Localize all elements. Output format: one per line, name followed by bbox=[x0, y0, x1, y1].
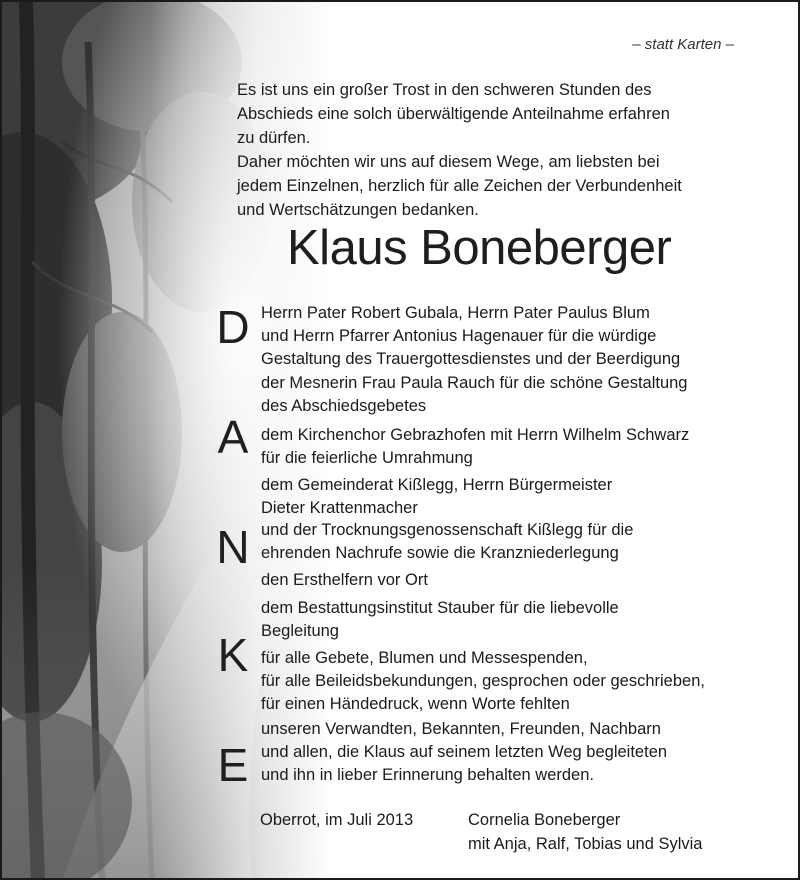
danke-letter-e: E bbox=[217, 739, 249, 791]
subtitle-statt-karten: – statt Karten – bbox=[632, 36, 734, 53]
thanks-item-first-aid: den Ersthelfern vor Ort bbox=[261, 571, 428, 589]
deceased-name: Klaus Boneberger bbox=[287, 221, 672, 275]
thanks-item-council: dem Gemeinderat Kißlegg, Herrn Bürgermeister Dieter Krattenmacher bbox=[261, 476, 613, 517]
thanks-item-cooperative: und der Trocknungsgenossenschaft Kißlegg für die ehrenden Nachrufe sowie die Kranzniederlegung bbox=[261, 521, 634, 562]
danke-letter-d: D bbox=[216, 301, 250, 353]
danke-letter-n: N bbox=[216, 521, 250, 573]
thanks-item-choir: dem Kirchenchor Gebrazhofen mit Herrn Wilhelm Schwarz für die feierliche Umrahmung bbox=[261, 426, 690, 467]
thanks-item-family-friends: unseren Verwandten, Bekannten, Freunden, Nachbarn und allen, die Klaus auf seinem letzten Weg begleiteten und ihn in lieber Erinnerung behalten werden. bbox=[261, 720, 668, 784]
intro-text: Es ist uns ein großer Trost in den schweren Stunden des Abschieds eine solch überwältigende Anteilnahme erfahren zu dürfen. Daher möchten wir uns auf diesem Wege, am liebsten bei jedem Einzelnen, herzlich für alle Zeichen der Verbundenheit und Wertschätzungen bedanken. bbox=[237, 81, 682, 219]
thanks-item-funeral-home: dem Bestattungsinstitut Stauber für die liebevolle Begleitung bbox=[261, 599, 619, 640]
danke-letter-a: A bbox=[217, 411, 249, 463]
danke-letter-k: K bbox=[217, 629, 249, 681]
thanks-item-priests: Herrn Pater Robert Gubala, Herrn Pater Paulus Blum und Herrn Pfarrer Antonius Hagenauer für die würdige Gestaltung des Trauergottesdienstes und der Beerdigung bbox=[261, 304, 681, 368]
signers: Cornelia Boneberger mit Anja, Ralf, Tobias und Sylvia bbox=[468, 811, 703, 853]
place-date: Oberrot, im Juli 2013 bbox=[260, 811, 414, 829]
thanks-item-mesnerin: der Mesnerin Frau Paula Rauch für die schöne Gestaltung des Abschiedsgebetes bbox=[261, 374, 688, 415]
thanks-item-condolences: für alle Gebete, Blumen und Messespenden, für alle Beileidsbekundungen, gesprochen oder geschrieben, für einen Händedruck, wenn Worte fehlten bbox=[261, 649, 705, 713]
